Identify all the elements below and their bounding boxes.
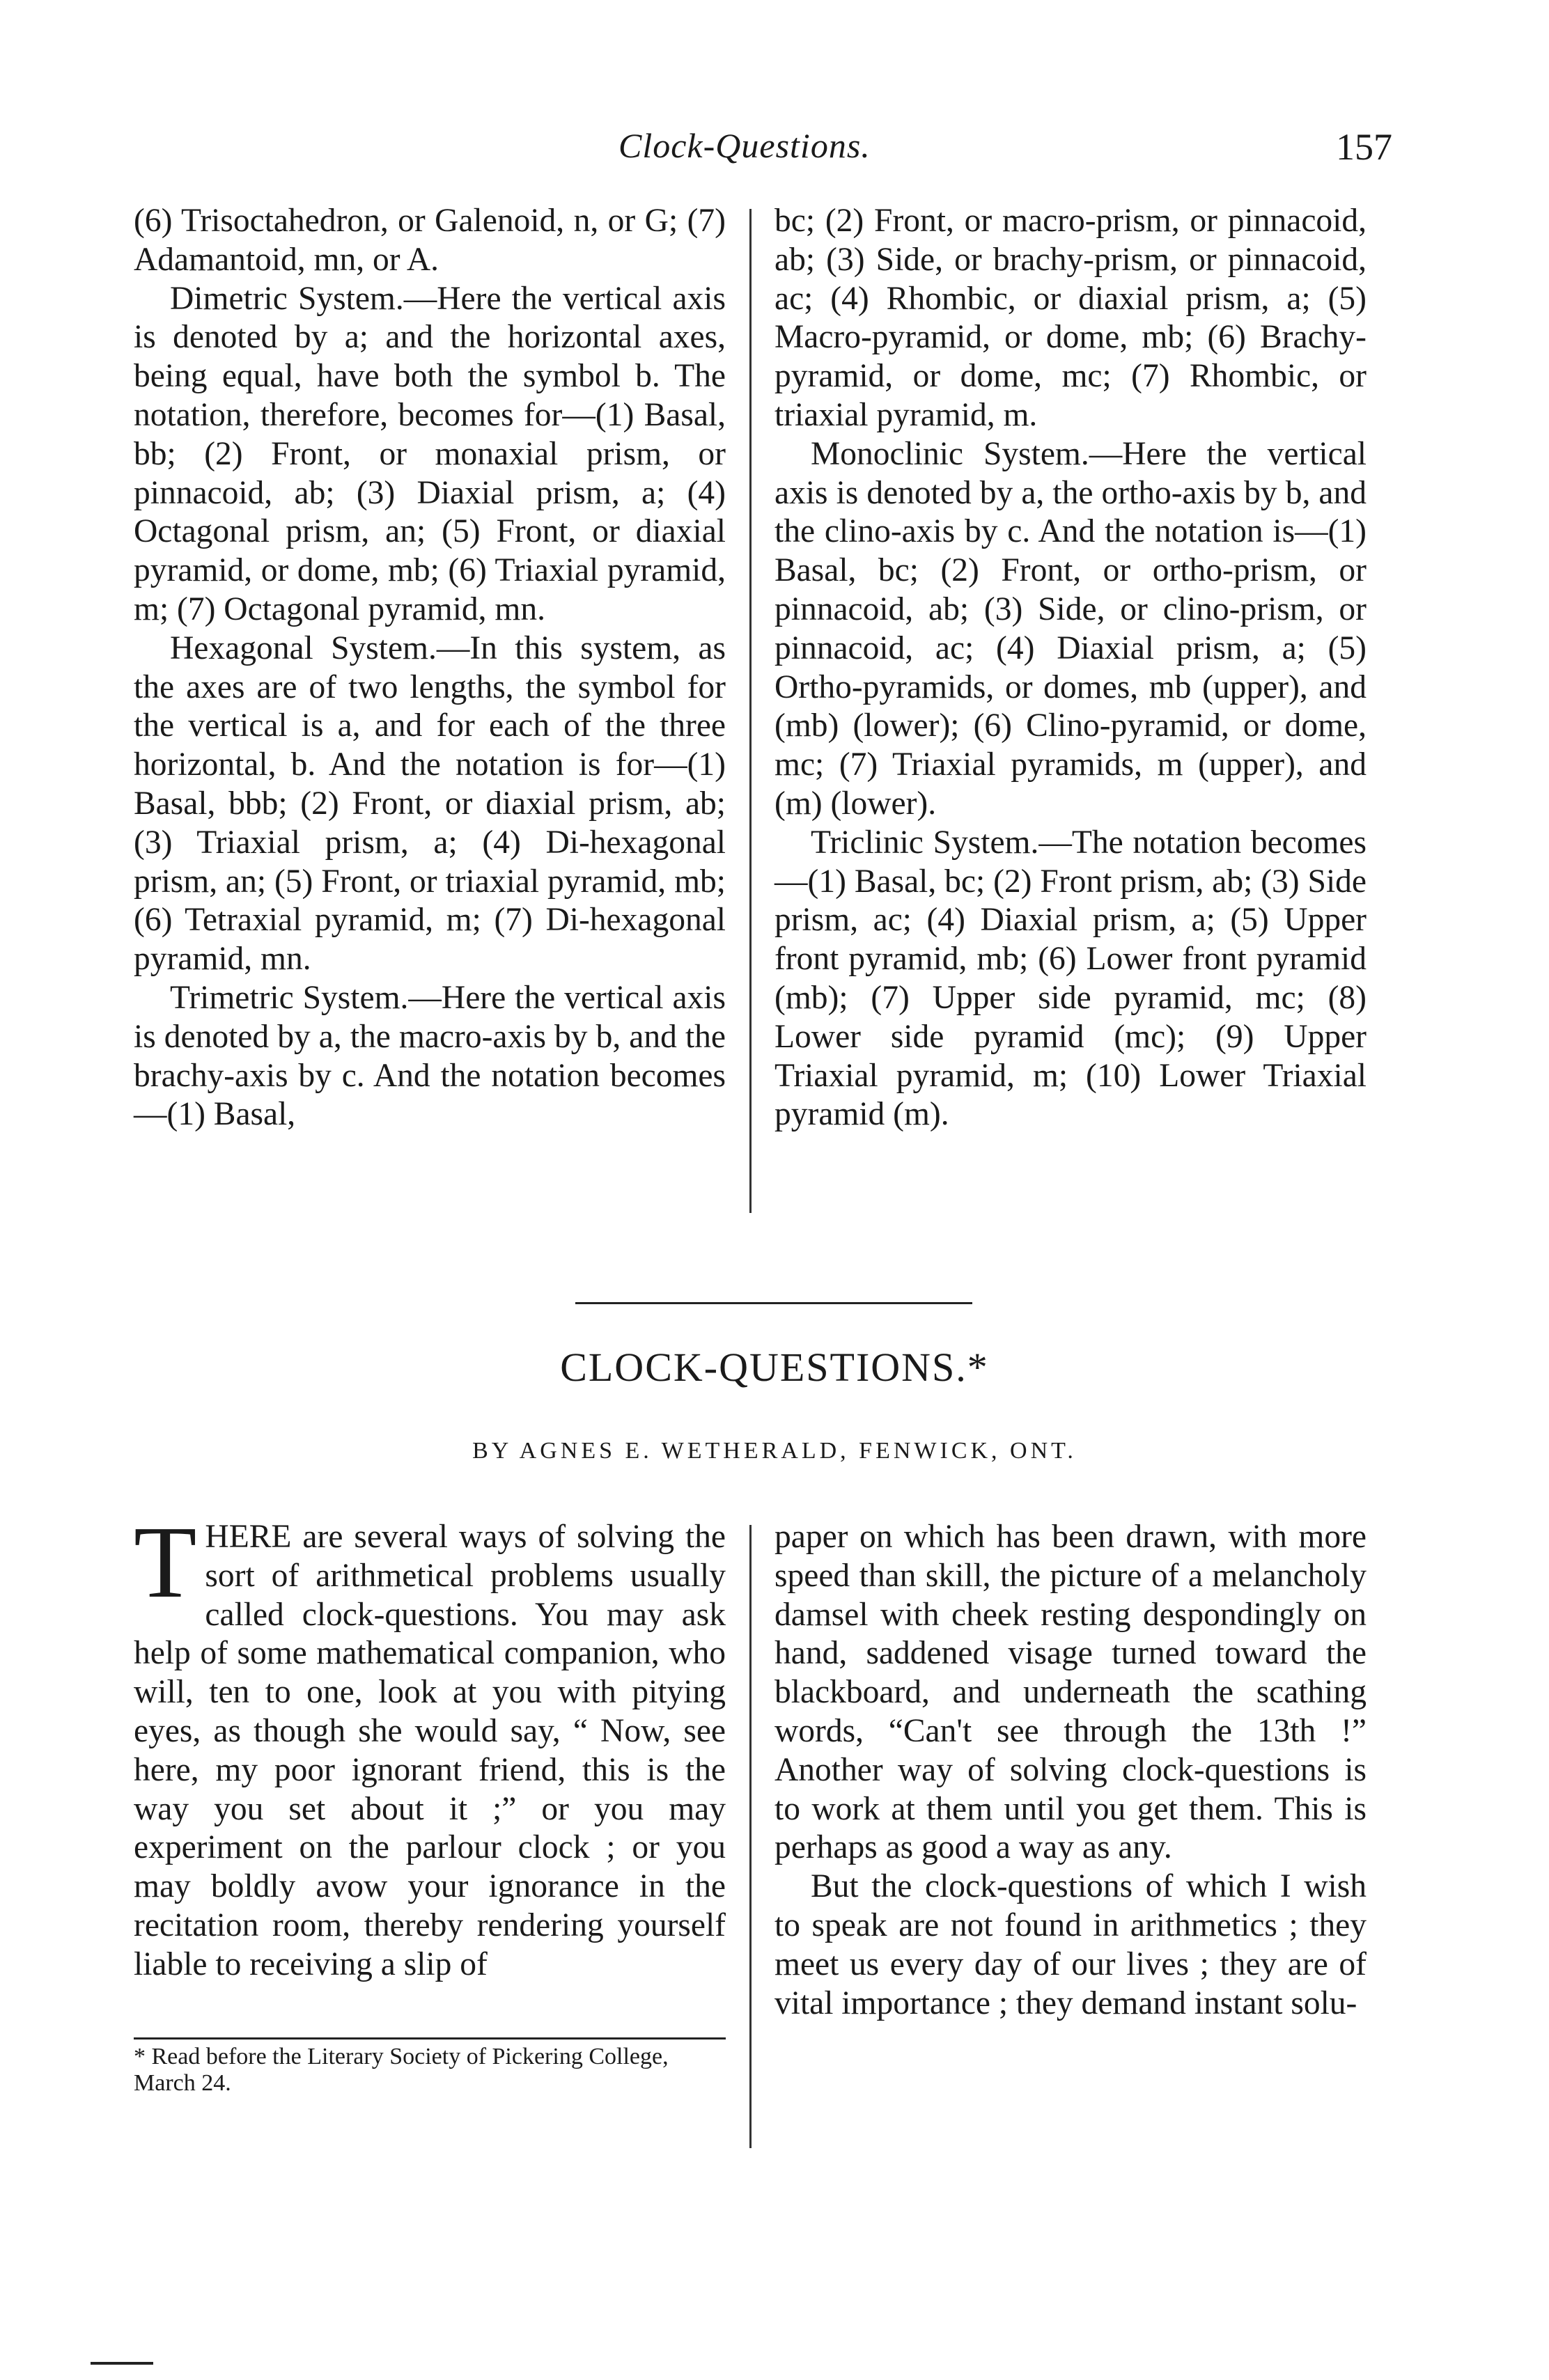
running-head: Clock-Questions. xyxy=(618,126,871,165)
footnote: * Read before the Literary Society of Pickering College, March 24. xyxy=(134,2044,669,2096)
page-number: 157 xyxy=(1336,126,1392,168)
article-left-column xyxy=(134,1505,726,1984)
section-divider xyxy=(575,1302,972,1304)
paragraph: Monoclinic System.—Here the vertical axis is denoted by a, the ortho-axis by b, and the clino-axis by c. And the notation is—(1) Basal, bc; (2) Front, or ortho-prism, or pinnacoid, ab; (3) Side, or clino-prism, or pinnacoid, ac; (4) Diaxial prism, a; (5) Ortho-pyramids, or domes, mb (upper), and (mb) (lower); (6) Clino-pyramid, or dome, mc; (7) Triaxial pyramids, m (upper), and (m) (lower). xyxy=(775,435,1367,822)
paragraph: bc; (2) Front, or macro-prism, or pinnacoid, ab; (3) Side, or brachy-prism, or pinnacoid, ac; (4) Rhombic, or diaxial prism, a; (5) Macro-pyramid, or dome, mb; (6) Brachy-pyramid, or dome, mc; (7) Rhombic, or triaxial pyramid, m. xyxy=(775,203,1367,433)
top-left-column xyxy=(134,202,726,1134)
paragraph: paper on which has been drawn, with more speed than skill, the picture of a melancholy damsel with cheek resting despondingly on hand, saddened visage turned toward the blackboard, and underneath the scathing words, “Can't see through the 13th !” Another way of solving clock-questions is to work at them until you get them. This is perhaps as good a way as any. xyxy=(775,1519,1367,1866)
column-rule xyxy=(749,1525,752,2148)
opening-paragraph xyxy=(134,1505,726,1984)
footnote-rule xyxy=(134,2037,726,2040)
paragraph: Trimetric System.—Here the vertical axis is denoted by a, the macro-axis by b, and the brachy-axis by c. And the notation becomes—(1) Basal, xyxy=(134,979,726,1133)
paragraph: Dimetric System.—Here the vertical axis is denoted by a; and the horizontal axes, being equal, have both the symbol b. The notation, therefore, becomes for—(1) Basal, bb; (2) Front, or monaxial prism, or pinnacoid, ab; (3) Diaxial prism, a; (4) Octagonal prism, an; (5) Front, or diaxial pyramid, or dome, mb; (6) Triaxial pyramid, m; (7) Octagonal pyramid, mn. xyxy=(134,280,726,627)
paragraph-text: HERE are several ways of solving the sort of arithmetical problems usually called clock-questions. You may ask help of some mathematical companion, who will, ten to one, look at you with pitying eyes, as though she would say, “ Now, see here, my poor ignorant friend, this is the way you set about it ;” or you may experiment on the parlour clock ; or you may boldly avow your ignorance in the recitation room, thereby rendering yourself liable to receiving a slip of xyxy=(134,1519,726,1982)
drop-cap: T xyxy=(134,1505,197,1620)
paragraph: (6) Trisoctahedron, or Galenoid, n, or G; (7) Adamantoid, mn, or A. xyxy=(134,203,726,278)
edge-mark xyxy=(91,2362,153,2365)
column-rule xyxy=(749,209,752,1213)
article-byline: BY AGNES E. WETHERALD, FENWICK, ONT. xyxy=(472,1438,1077,1464)
article-title: CLOCK-QUESTIONS.* xyxy=(560,1345,989,1390)
paragraph: Hexagonal System.—In this system, as the axes are of two lengths, the symbol for the vertical is a, and for each of the three horizontal, b. And the notation is for—(1) Basal, bbb; (2) Front, or diaxial prism, ab; (3) Triaxial prism, a; (4) Di-hexagonal prism, an; (5) Front, or triaxial pyramid, mb; (6) Tetraxial pyramid, m; (7) Di-hexagonal pyramid, mn. xyxy=(134,629,726,978)
paragraph: But the clock-questions of which I wish to speak are not found in arithmetics ; they meet us every day of our lives ; they are of vital importance ; they demand instant solu- xyxy=(775,1868,1367,2021)
article-right-column xyxy=(775,1518,1367,2023)
paragraph: Triclinic System.—The notation becomes—(1) Basal, bc; (2) Front prism, ab; (3) Side prism, ac; (4) Diaxial prism, a; (5) Upper front pyramid, mb; (6) Lower front pyramid (mb); (7) Upper side pyramid, mc; (8) Lower side pyramid (mc); (9) Upper Triaxial pyramid, m; (10) Lower Triaxial pyramid (m). xyxy=(775,824,1367,1133)
top-right-column xyxy=(775,202,1367,1134)
